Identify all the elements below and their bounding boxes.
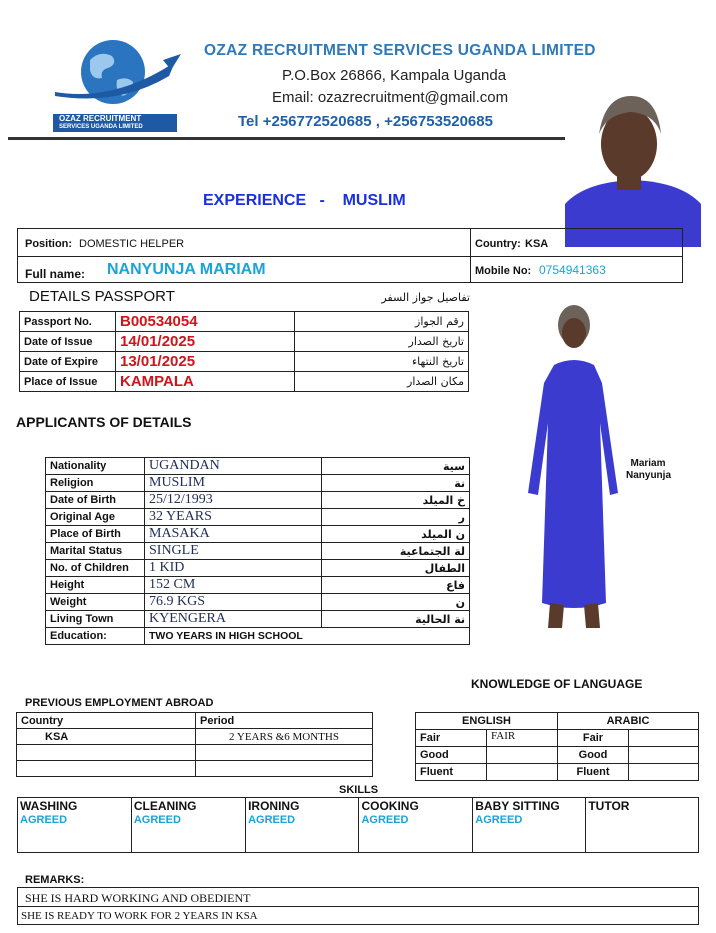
applicant-row — [46, 543, 470, 560]
company-logo — [45, 30, 185, 135]
skill-name: IRONING — [248, 799, 300, 813]
full-name-label: Full name: — [25, 267, 86, 281]
language-arabic: ARABIC — [558, 713, 699, 730]
logo-text-1: OZAZ RECRUITMENT — [59, 114, 142, 123]
applicant-row — [46, 458, 470, 475]
skill-cell — [246, 798, 359, 853]
applicant-row-label: Height — [46, 577, 145, 594]
position-value: DOMESTIC HELPER — [79, 238, 185, 250]
applicant-row-label: Original Age — [46, 509, 145, 526]
skill-status: AGREED — [133, 814, 181, 826]
applicant-row-value: 25/12/1993 — [145, 492, 322, 509]
english-fair-mark: FAIR — [487, 730, 558, 747]
english-level-fluent: Fluent — [416, 764, 487, 781]
applicant-row — [46, 526, 470, 543]
full-name-cell — [17, 256, 471, 283]
applicant-row-label-ar: لة الجتماعية — [322, 543, 470, 560]
applicant-table — [45, 457, 470, 645]
passport-row-label: Date of Expire — [20, 352, 116, 372]
skill-cell — [359, 798, 473, 853]
full-body-photo — [520, 303, 625, 636]
country-cell — [470, 228, 683, 257]
remarks-line-2: SHE IS READY TO WORK FOR 2 YEARS IN KSA — [17, 906, 699, 925]
applicant-row-label-ar: فاع — [322, 577, 470, 594]
passport-row-label: Place of Issue — [20, 372, 116, 392]
language-english: ENGLISH — [416, 713, 558, 730]
language-table — [415, 712, 699, 781]
applicant-row-value: MASAKA — [145, 526, 322, 543]
arabic-level-fair: Fair — [558, 730, 629, 747]
mobile-value: 0754941363 — [539, 263, 606, 277]
applicant-row — [46, 509, 470, 526]
country-value: KSA — [525, 238, 549, 250]
applicant-row-value: 76.9 KGS — [145, 594, 322, 611]
passport-row-value: B00534054 — [116, 312, 295, 332]
skills-table — [17, 797, 699, 853]
skill-cell — [18, 798, 132, 853]
skill-name: CLEANING — [133, 799, 197, 813]
education-value: TWO YEARS IN HIGH SCHOOL — [145, 628, 470, 645]
country-label: Country: — [475, 238, 521, 250]
applicant-row-label: Living Town — [46, 611, 145, 628]
full-name-value: NANYUNJA MARIAM — [107, 261, 266, 278]
photo-caption — [626, 458, 670, 482]
position-cell — [17, 228, 471, 257]
applicant-row-value: MUSLIM — [145, 475, 322, 492]
photo-caption-1: Mariam — [630, 458, 666, 469]
employment-period: 2 YEARS &6 MONTHS — [196, 729, 373, 745]
company-name: OZAZ RECRUITMENT SERVICES UGANDA LIMITED — [204, 42, 596, 59]
applicant-row-label-ar: ن — [322, 594, 470, 611]
company-email: Email: ozazrecruitment@gmail.com — [272, 89, 509, 106]
english-level-good: Good — [416, 747, 487, 764]
passport-row — [20, 312, 469, 332]
skill-name: COOKING — [361, 799, 419, 813]
applicant-row-label: Religion — [46, 475, 145, 492]
skill-status: AGREED — [20, 814, 68, 826]
applicant-row — [46, 475, 470, 492]
remarks-line-1: SHE IS HARD WORKING AND OBEDIENT — [17, 887, 699, 907]
passport-row-label-ar: رقم الجواز — [295, 312, 469, 332]
applicant-row-label-ar: ر — [322, 509, 470, 526]
passport-row-label: Passport No. — [20, 312, 116, 332]
employment-country: KSA — [17, 729, 196, 745]
passport-row-label: Date of Issue — [20, 332, 116, 352]
skill-cell — [473, 798, 586, 853]
applicant-row — [46, 560, 470, 577]
applicant-row — [46, 492, 470, 509]
applicant-row-value: 32 YEARS — [145, 509, 322, 526]
applicant-row — [46, 611, 470, 628]
passport-row-label-ar: تاريخ النتهاء — [295, 352, 469, 372]
skill-status: AGREED — [248, 814, 296, 826]
language-heading: KNOWLEDGE OF LANGUAGE — [471, 677, 643, 691]
applicant-row-label-ar: سية — [322, 458, 470, 475]
passport-row-label-ar: تاريخ الصدار — [295, 332, 469, 352]
applicant-row-label-ar: ن الميلد — [322, 526, 470, 543]
passport-table — [19, 311, 469, 392]
applicant-row-label: Nationality — [46, 458, 145, 475]
skills-heading: SKILLS — [339, 784, 379, 796]
passport-row — [20, 372, 469, 392]
mobile-cell — [470, 256, 683, 283]
skill-status: AGREED — [475, 814, 523, 826]
arabic-level-fluent: Fluent — [558, 764, 629, 781]
skill-name: BABY SITTING — [475, 799, 560, 813]
mobile-label: Mobile No: — [475, 265, 532, 277]
applicant-row — [46, 577, 470, 594]
applicant-row-value: 1 KID — [145, 560, 322, 577]
applicant-row-label-ar: خ الميلد — [322, 492, 470, 509]
applicant-row-label-ar: نة — [322, 475, 470, 492]
applicant-row — [46, 594, 470, 611]
employment-heading: PREVIOUS EMPLOYMENT ABROAD — [25, 697, 214, 709]
skill-cell — [586, 798, 699, 853]
employment-table — [16, 712, 373, 777]
applicant-row-value: SINGLE — [145, 543, 322, 560]
arabic-level-good: Good — [558, 747, 629, 764]
logo-text-2: SERVICES UGANDA LIMITED — [59, 124, 143, 130]
applicant-heading: APPLICANTS OF DETAILS — [16, 414, 192, 430]
applicant-row-label-ar: الطفال — [322, 560, 470, 577]
employment-header-row — [17, 713, 373, 729]
passport-heading-ar: تفاصيل جواز السفر — [381, 291, 470, 304]
skill-name: TUTOR — [588, 799, 630, 813]
remarks-heading: REMARKS: — [25, 874, 85, 886]
company-po-box: P.O.Box 26866, Kampala Uganda — [282, 67, 507, 84]
passport-photo — [565, 92, 701, 247]
passport-row-label-ar: مكان الصدار — [295, 372, 469, 392]
employment-col-country: Country — [17, 713, 196, 729]
company-tel: Tel +256772520685 , +256753520685 — [238, 113, 493, 130]
employment-empty-row — [17, 761, 373, 777]
skill-status: AGREED — [361, 814, 409, 826]
applicant-row-label: No. of Children — [46, 560, 145, 577]
education-label: Education: — [46, 628, 145, 645]
employment-col-period: Period — [196, 713, 373, 729]
employment-row — [17, 729, 373, 745]
applicant-row-label-ar: نة الحالية — [322, 611, 470, 628]
passport-row-value: 14/01/2025 — [116, 332, 295, 352]
passport-row — [20, 352, 469, 372]
english-level-fair: Fair — [416, 730, 487, 747]
skill-name: WASHING — [20, 799, 78, 813]
skill-cell — [131, 798, 245, 853]
employment-empty-row — [17, 745, 373, 761]
position-label: Position: — [25, 238, 73, 250]
passport-row — [20, 332, 469, 352]
applicant-row-label: Weight — [46, 594, 145, 611]
passport-row-value: 13/01/2025 — [116, 352, 295, 372]
passport-heading: DETAILS PASSPORT — [29, 288, 175, 305]
applicant-row-label: Place of Birth — [46, 526, 145, 543]
header-divider — [8, 137, 565, 140]
applicant-row-value: KYENGERA — [145, 611, 322, 628]
photo-caption-2: Nanyunja — [626, 470, 672, 481]
education-row — [46, 628, 470, 645]
applicant-row-label: Date of Birth — [46, 492, 145, 509]
applicant-row-value: 152 CM — [145, 577, 322, 594]
applicant-row-label: Marital Status — [46, 543, 145, 560]
applicant-row-value: UGANDAN — [145, 458, 322, 475]
page-title: EXPERIENCE - MUSLIM — [203, 192, 406, 209]
passport-row-value: KAMPALA — [116, 372, 295, 392]
